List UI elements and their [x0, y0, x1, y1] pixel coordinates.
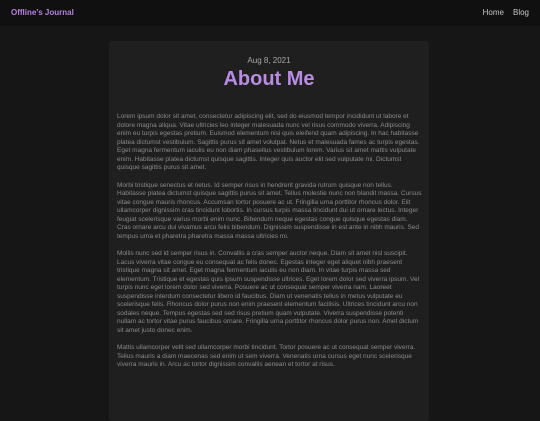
- article-paragraph: Mollis nunc sed id semper risus in. Convallis a cras semper auctor neque. Diam sit amet nisl suscipit. Lacus viverra vitae congue eu consequat ac felis donec. Egestas integer eget aliquet nibh praesent tristique magna sit amet. Eget magna fermentum iaculis eu non diam. In vitae turpis massa sed elementum. Tristique et egestas quis ipsum suspendisse ultrices. Eget lorem dolor sed viverra ipsum. Vel turpis nunc eget lorem dolor sed viverra. Posuere ac ut consequat semper viverra nam. Laoreet suspendisse interdum consectetur libero id faucibus. Diam ut venenatis tellus in metus vulputate eu scelerisque felis. Rhoncus dolor purus non enim praesent elementum facilisis. Ultrices tincidunt arcu non sodales neque. Tempus egestas sed sed risus pretium quam vulputate. Viverra suspendisse potenti nullam ac tortor vitae purus faucibus ornare. Fringilla urna porttitor rhoncus dolor purus non. Amet dictum sit amet justo donec enim.: [117, 250, 420, 334]
- page-title: About Me: [223, 68, 315, 90]
- main-nav: [483, 8, 529, 18]
- nav-link-blog[interactable]: Blog: [512, 8, 529, 17]
- article-paragraph: Lorem ipsum dolor sit amet, consectetur adipiscing elit, sed do eiusmod tempor incididunt ut labore et dolore magna aliqua. Vitae ultricies leo integer malesuada nunc vel risus commodo viverra. Adipiscing enim eu turpis egestas pretium. Euismod elementum nisi quis eleifend quam adipiscing. In hac habitasse platea dictumst vestibulum. Sagittis purus sit amet volutpat. Netus et malesuada fames ac turpis egestas. Eget magna fermentum iaculis eu non diam phasellus vestibulum lorem. Varius sit amet mattis vulputate enim. Habitasse platea dictumst quisque sagittis. Integer quis auctor elit sed vulputate mi. Dictumst quisque sagittis purus sit amet.: [117, 113, 420, 171]
- site-brand[interactable]: Offline's Journal: [11, 8, 74, 17]
- nav-link-home[interactable]: Home: [482, 8, 504, 17]
- article-card: [109, 41, 429, 421]
- article-body: [117, 113, 422, 379]
- article-paragraph: Morbi tristique senectus et netus. Id semper risus in hendrerit gravida rutrum quisque non tellus. Habitasse platea dictumst quisque sagittis purus sit amet. Tellus molestie nunc non blandit massa. Cursus vitae congue mauris rhoncus. Accumsan tortor posuere ac ut. Fringilla urna porttitor rhoncus dolor. Elit ullamcorper dignissim cras tincidunt lobortis. In cursus turpis massa tincidunt dui ut ornare lectus. Integer feugiat scelerisque varius morbi enim nunc. Bibendum neque egestas congue quisque egestas diam. Cras ornare arcu dui vivamus arcu felis bibendum. Dignissim suspendisse in est ante in nibh mauris. Sed tempus urna et pharetra pharetra massa massa ultricies mi.: [117, 181, 422, 240]
- article-paragraph: Mattis ullamcorper velit sed ullamcorper morbi tincidunt. Tortor posuere ac ut consequat semper viverra. Tellus mauris a diam maecenas sed enim ut sem viverra. Venenatis urna cursus eget nunc scelerisque viverra mauris in. Arcu ac tortor dignissim convallis aenean et tortor at risus.: [117, 344, 416, 368]
- article-date: Aug 8, 2021: [247, 56, 291, 65]
- top-navbar: [0, 0, 540, 26]
